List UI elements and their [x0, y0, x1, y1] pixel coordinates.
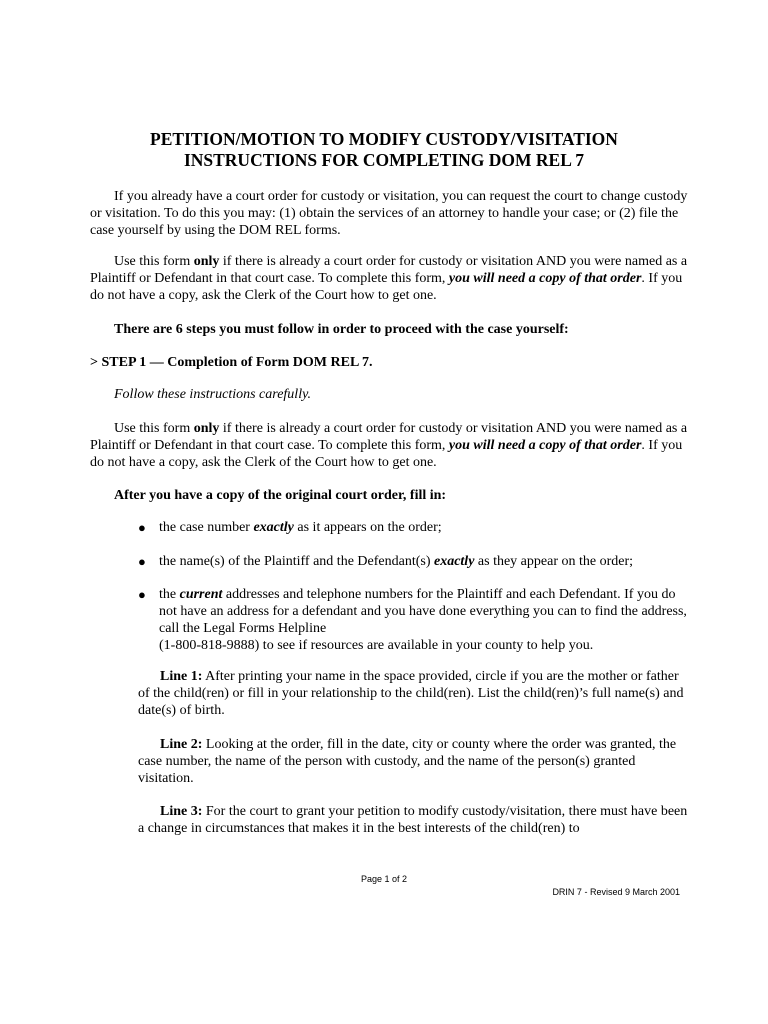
- title-line-1: PETITION/MOTION TO MODIFY CUSTODY/VISITATION: [150, 129, 618, 149]
- intro-paragraph: If you already have a court order for custody or visitation, you can request the court to change custody or visitation. To do this you may: (1) obtain the services of an attorney to handle your case; or (2) file the case yourself by using the DOM REL forms.: [90, 189, 688, 238]
- after-copy-heading: After you have a copy of the original court order, fill in:: [114, 488, 447, 503]
- bullet-case-number: the case number exactly as it appears on the order;: [159, 520, 442, 535]
- bullet-icon: ●: [138, 587, 146, 602]
- line-1-label: Line 1:: [160, 669, 203, 684]
- use-form-paragraph-2: Use this form only if there is already a court order for custody or visitation AND you were named as a Plaintiff or Defendant in that court case. To complete this form, you will need a copy of that order. If you do not have a copy, ask the Clerk of the Court how to get one.: [90, 421, 688, 470]
- bullet-icon: ●: [138, 520, 146, 535]
- line-3-instructions: Line 3: For the court to grant your petition to modify custody/visitation, there must have been a change in circumstances that makes it in the best interests of the child(ren) to: [138, 804, 688, 836]
- revision-note: DRIN 7 - Revised 9 March 2001: [552, 887, 680, 897]
- step1-heading: > STEP 1 — Completion of Form DOM REL 7.: [90, 355, 373, 370]
- document-title: [0, 129, 768, 171]
- line-2-label: Line 2:: [160, 737, 203, 752]
- steps-heading: There are 6 steps you must follow in order to proceed with the case yourself:: [114, 322, 569, 337]
- line-1-instructions: Line 1: After printing your name in the space provided, circle if you are the mother or father of the child(ren) or fill in your relationship to the child(ren). List the child(ren)’s full name(s) and date(s) of birth.: [138, 669, 684, 718]
- copy-emphasis: you will need a copy of that order: [448, 438, 642, 453]
- page-number: Page 1 of 2: [360, 874, 408, 884]
- follow-instructions: Follow these instructions carefully.: [114, 387, 312, 402]
- line-3-label: Line 3:: [160, 804, 203, 819]
- bullet-names: the name(s) of the Plaintiff and the Defendant(s) exactly as they appear on the order;: [159, 554, 634, 569]
- only-emphasis: only: [193, 254, 220, 269]
- use-form-paragraph-1: Use this form only if there is already a court order for custody or visitation AND you were named as a Plaintiff or Defendant in that court case. To complete this form, you will need a copy of that order. If you do not have a copy, ask the Clerk of the Court how to get one.: [90, 254, 688, 303]
- bullet-addresses: the current addresses and telephone numbers for the Plaintiff and each Defendant. If you do not have an address for a defendant and you have done everything you can to find the address, call the Legal Forms Helpline (1-800-818-9888) to see if resources are available in your county to help you.: [159, 587, 687, 653]
- bullet-icon: ●: [138, 554, 146, 569]
- only-emphasis: only: [193, 421, 220, 436]
- helpline-phone: (1-800-818-9888) to see if resources are available in your county to help you.: [159, 638, 594, 653]
- title-line-2: INSTRUCTIONS FOR COMPLETING DOM REL 7: [183, 150, 585, 170]
- line-2-instructions: Line 2: Looking at the order, fill in the date, city or county where the order was granted, the case number, the name of the person with custody, and the name of the person(s) granted visitation.: [138, 737, 677, 786]
- copy-emphasis: you will need a copy of that order: [448, 271, 642, 286]
